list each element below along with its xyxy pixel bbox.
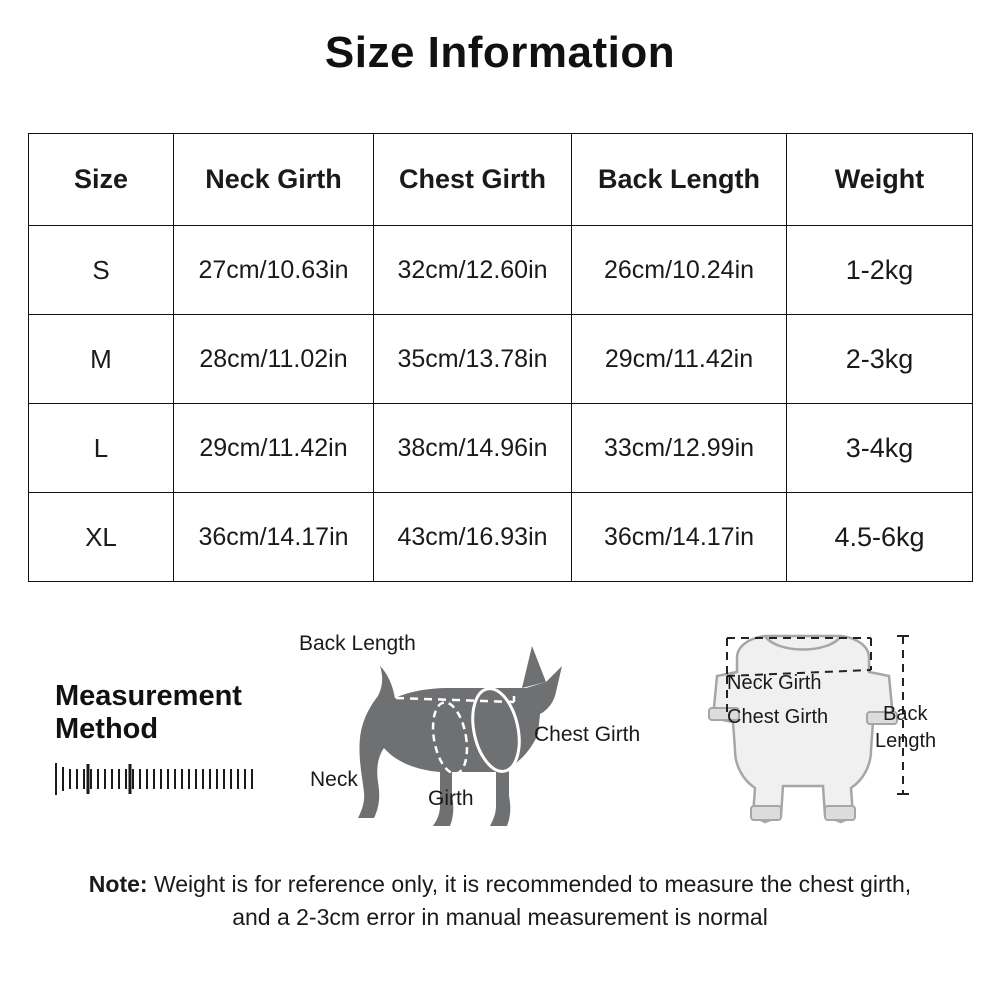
cell-back-length: 36cm/14.17in [572, 493, 787, 582]
cell-weight: 4.5-6kg [787, 493, 973, 582]
cell-weight: 2-3kg [787, 315, 973, 404]
dog-diagram [300, 610, 660, 860]
column-header-weight: Weight [787, 134, 973, 226]
cell-neck-girth: 28cm/11.02in [174, 315, 374, 404]
table-row [29, 493, 973, 582]
dog-label-back-length: Back Length [299, 632, 416, 655]
shirt-label-chest-girth: Chest Girth [727, 706, 829, 728]
cell-chest-girth: 35cm/13.78in [374, 315, 572, 404]
table-row [29, 404, 973, 493]
ruler-icon [55, 761, 255, 797]
table-row [29, 226, 973, 315]
cell-neck-girth: 27cm/10.63in [174, 226, 374, 315]
measurement-method-title [55, 680, 320, 747]
table-row [29, 315, 973, 404]
measurement-title-line2: Method [55, 713, 159, 746]
measurement-title-line1: Measurement [55, 680, 242, 712]
shirt-label-back-length-line1: Back [883, 703, 928, 725]
table-header-row [29, 134, 973, 226]
shirt-label-back-length-line2: Length [875, 730, 937, 752]
cell-size: S [29, 226, 174, 315]
cell-chest-girth: 38cm/14.96in [374, 404, 572, 493]
dog-label-girth: Girth [428, 787, 474, 810]
page-title: Size Information [324, 28, 676, 77]
cell-neck-girth: 29cm/11.42in [174, 404, 374, 493]
cell-chest-girth: 32cm/12.60in [374, 226, 572, 315]
cell-weight: 3-4kg [787, 404, 973, 493]
note-label: Note: [88, 871, 148, 897]
measurement-section [0, 600, 1000, 870]
column-header-back-length: Back Length [572, 134, 787, 226]
cell-back-length: 26cm/10.24in [572, 226, 787, 315]
cell-size: XL [29, 493, 174, 582]
size-table [28, 133, 973, 582]
cell-chest-girth: 43cm/16.93in [374, 493, 572, 582]
measurement-method-block [55, 680, 320, 797]
column-header-chest-girth: Chest Girth [374, 134, 572, 226]
shirt-diagram [665, 610, 975, 860]
shirt-label-neck-girth: Neck Girth [727, 672, 822, 694]
dog-label-neck: Neck [310, 768, 358, 791]
cell-back-length: 29cm/11.42in [572, 315, 787, 404]
cell-back-length: 33cm/12.99in [572, 404, 787, 493]
cell-size: M [29, 315, 174, 404]
column-header-neck-girth: Neck Girth [174, 134, 374, 226]
note-text [0, 868, 1000, 935]
cell-neck-girth: 36cm/14.17in [174, 493, 374, 582]
dog-label-chest-girth: Chest Girth [534, 723, 641, 746]
cell-weight: 1-2kg [787, 226, 973, 315]
cell-size: L [29, 404, 174, 493]
column-header-size: Size [29, 134, 174, 226]
note-body: Weight is for reference only, it is recommended to measure the chest girth, and a 2-3cm error in manual measurement is normal [147, 871, 912, 931]
